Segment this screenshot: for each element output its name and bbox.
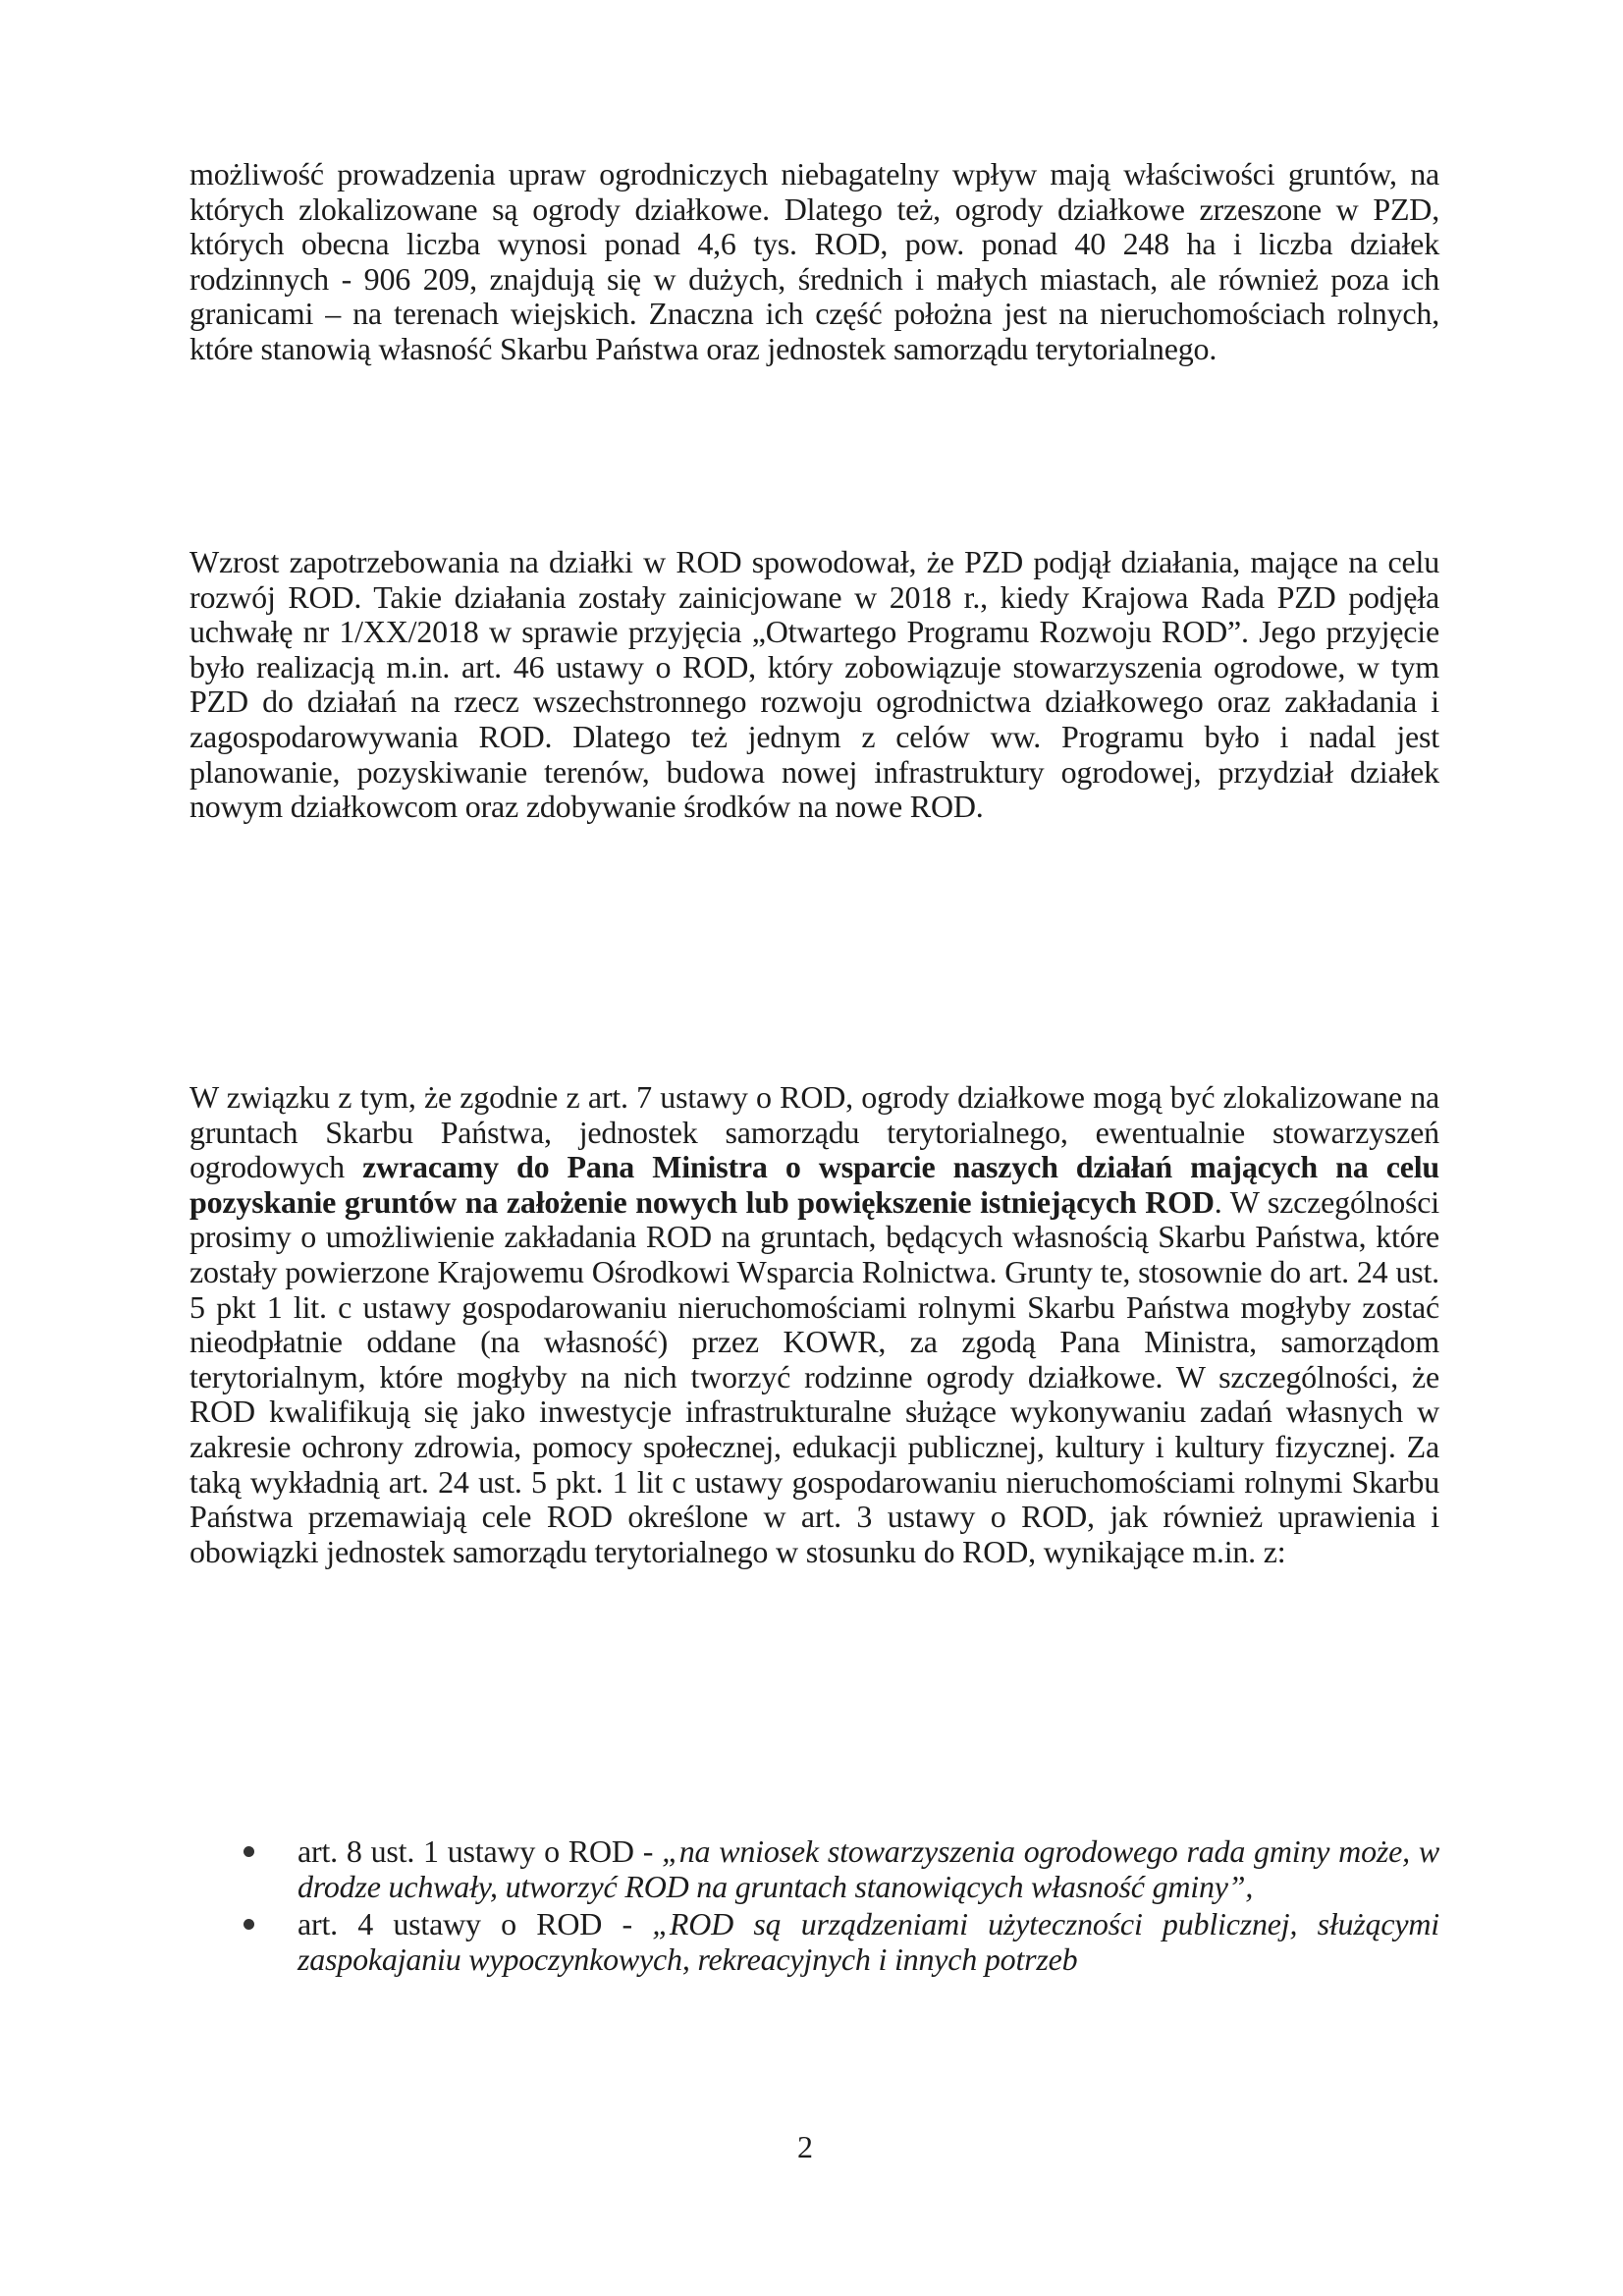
page-number: 2	[797, 2129, 813, 2164]
request-intro-text: W związku z tym, że zgodnie z art. 7 ustawy o ROD, ogrody działkowe mogą być zlokalizowane na gruntach Skarbu Państwa, jednostek samorządu terytorialnego, ewentualnie stowarzyszeń ogrodowych	[189, 1079, 1439, 1185]
legal-basis-list	[189, 1834, 1439, 1977]
bullet-icon	[243, 1919, 254, 1930]
list-item-prefix: art. 8 ust. 1 ustawy o ROD -	[298, 1833, 663, 1869]
list-item-quote: „na wniosek stowarzyszenia ogrodowego rada gminy może, w drodze uchwały, utworzyć ROD na gruntach stanowiących własność gminy”,	[298, 1833, 1439, 1904]
list-item-quote: „ROD są urządzeniami użyteczności publicznej, służącymi zaspokajaniu wypoczynkowych, rekreacyjnych i innych potrzeb	[298, 1906, 1439, 1977]
bullet-icon	[243, 1846, 254, 1857]
paragraph-land-properties: możliwość prowadzenia upraw ogrodniczych niebagatelny wpływ mają właściwości gruntów, na których zlokalizowane są ogrody działkowe. Dlatego też, ogrody działkowe zrzeszone w PZD, których obecna liczba wynosi ponad 4,6 tys. ROD, pow. ponad 40 248 ha i liczba działek rodzinnych - 906 209, znajdują się w dużych, średnich i małych miastach, ale również poza ich granicami – na terenach wiejskich. Znaczna ich część położna jest na nieruchomościach rolnych, które stanowią własność Skarbu Państwa oraz jednostek samorządu terytorialnego.	[189, 156, 1439, 366]
list-item	[189, 1834, 1439, 1904]
list-item-prefix: art. 4 ustawy o ROD -	[298, 1906, 653, 1942]
request-bold-text: zwracamy do Pana Ministra o wsparcie naszych działań mających na celu pozyskanie gruntów na założenie nowych lub powiększenie istniejących ROD	[189, 1149, 1439, 1220]
paragraph-request-to-minister	[189, 1080, 1439, 1569]
list-item	[189, 1907, 1439, 1977]
paragraph-development-program: Wzrost zapotrzebowania na działki w ROD spowodował, że PZD podjął działania, mające na celu rozwój ROD. Takie działania zostały zainicjowane w 2018 r., kiedy Krajowa Rada PZD podjęła uchwałę nr 1/XX/2018 w sprawie przyjęcia „Otwartego Programu Rozwoju ROD”. Jego przyjęcie było realizacją m.in. art. 46 ustawy o ROD, który zobowiązuje stowarzyszenia ogrodowe, w tym PZD do działań na rzecz wszechstronnego rozwoju ogrodnictwa działkowego oraz zakładania i zagospodarowywania ROD. Dlatego też jednym z celów ww. Programu było i nadal jest planowanie, pozyskiwanie terenów, budowa nowej infrastruktury ogrodowej, przydział działek nowym działkowcom oraz zdobywanie środków na nowe ROD.	[189, 544, 1439, 825]
request-details-text: . W szczególności prosimy o umożliwienie zakładania ROD na gruntach, będących własnością Skarbu Państwa, które zostały powierzone Krajowemu Ośrodkowi Wsparcia Rolnictwa. Grunty te, stosownie do art. 24 ust. 5 pkt 1 lit. c ustawy gospodarowaniu nieruchomościami rolnymi Skarbu Państwa mogłyby zostać nieodpłatnie oddane (na własność) przez KOWR, za zgodą Pana Ministra, samorządom terytorialnym, które mogłyby na nich tworzyć rodzinne ogrody działkowe. W szczególności, że ROD kwalifikują się jako inwestycje infrastrukturalne służące wykonywaniu zadań własnych w zakresie ochrony zdrowia, pomocy społecznej, edukacji publicznej, kultury i kultury fizycznej. Za taką wykładnią art. 24 ust. 5 pkt. 1 lit c ustawy gospodarowaniu nieruchomościami rolnymi Skarbu Państwa przemawiają cele ROD określone w art. 3 ustawy o ROD, jak również uprawienia i obowiązki jednostek samorządu terytorialnego w stosunku do ROD, wynikające m.in. z:	[189, 1183, 1439, 1569]
